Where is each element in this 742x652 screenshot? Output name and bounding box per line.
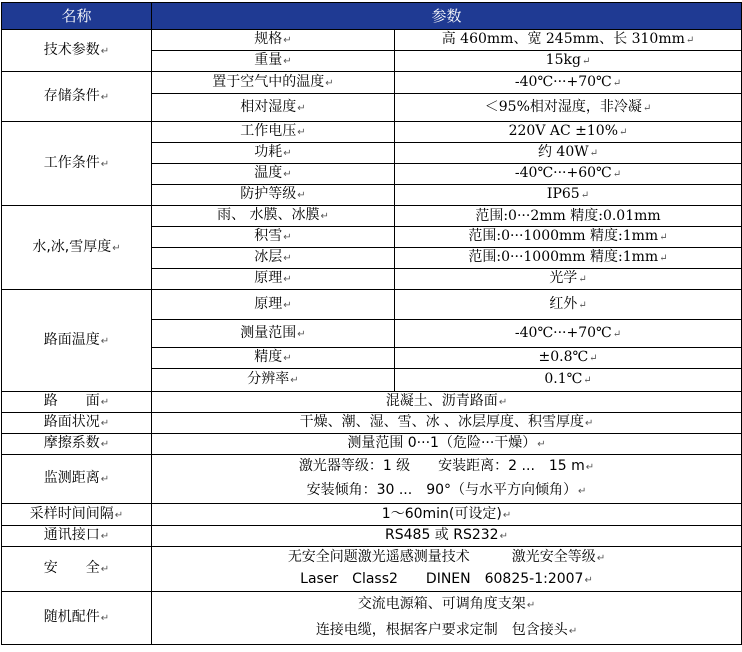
table-row [2,290,742,320]
table-row [2,206,742,227]
category-road: 路 面↵ [2,392,152,413]
category-water: 水,冰,雪厚度↵ [2,206,152,290]
table-row [2,30,742,51]
table-row [2,504,742,526]
row-label: 雨、 水膜、冰膜↵ [152,206,395,227]
row-value: 高 460mm、宽 245mm、长 310mm↵ [395,30,742,51]
row-label: 原理↵ [152,290,395,320]
row-value: 15kg↵ [395,51,742,72]
row-value: 混凝土、沥青路面↵ [152,392,742,413]
row-value: 交流电源箱、可调角度支架↵ 连接电缆，根据客户要求定制 包含接头↵ [152,592,742,645]
table-row [2,455,742,504]
row-label: 重量↵ [152,51,395,72]
row-value: 范围:0···2mm 精度:0.01mm [395,206,742,227]
category-accessories: 随机配件↵ [2,592,152,645]
row-value: 范围:0···1000mm 精度:1mm↵ [395,248,742,269]
row-label: 工作电压↵ [152,122,395,143]
row-value: 约 40W↵ [395,143,742,164]
row-label: 积雪↵ [152,227,395,248]
row-label: 分辨率↵ [152,369,395,392]
category-interval: 采样时间间隔↵ [2,504,152,526]
header-param: 参数 [152,3,742,30]
category-tech: 技术参数↵ [2,30,152,72]
table-row [2,547,742,592]
row-value: 光学↵ [395,269,742,290]
row-label: 功耗↵ [152,143,395,164]
category-road-state: 路面状况↵ [2,413,152,434]
category-friction: 摩擦系数↵ [2,434,152,455]
table-row [2,434,742,455]
row-value: 无安全问题激光遥感测量技术 激光安全等级↵ Laser Class2 DINEN 60825-1:2007↵ [152,547,742,592]
table-row [2,72,742,94]
row-value: 激光器等级：1 级 安装距离：2 ... 15 m↵ 安装倾角：30 ... 90°（与水平方向倾角）↵ [152,455,742,504]
category-safety: 安 全↵ [2,547,152,592]
row-value: 220V AC ±10%↵ [395,122,742,143]
table-row [2,526,742,547]
row-value: IP65↵ [395,185,742,206]
row-label: 精度↵ [152,348,395,369]
row-label: 测量范围↵ [152,320,395,348]
table-row [2,122,742,143]
row-label: 规格↵ [152,30,395,51]
row-value: 1～60min(可设定)↵ [152,504,742,526]
header-name: 名称 [2,3,152,30]
category-road-temp: 路面温度↵ [2,290,152,392]
row-value: ±0.8℃↵ [395,348,742,369]
header-row [2,3,742,30]
spec-table [1,2,742,645]
row-value: 范围:0···1000mm 精度:1mm↵ [395,227,742,248]
category-comm: 通讯接口↵ [2,526,152,547]
table-row [2,413,742,434]
category-work: 工作条件↵ [2,122,152,206]
row-value: 0.1℃↵ [395,369,742,392]
table-row [2,392,742,413]
row-label: 防护等级↵ [152,185,395,206]
row-label: 冰层↵ [152,248,395,269]
row-value: -40℃···+60℃↵ [395,164,742,185]
table-row [2,592,742,645]
row-value: RS485 或 RS232↵ [152,526,742,547]
row-label: 温度↵ [152,164,395,185]
category-storage: 存储条件↵ [2,72,152,122]
category-distance: 监测距离↵ [2,455,152,504]
row-value: 测量范围 0···1（危险···干燥）↵ [152,434,742,455]
row-value: -40℃···+70℃↵ [395,320,742,348]
row-label: 原理↵ [152,269,395,290]
row-value: 红外↵ [395,290,742,320]
row-value: -40℃···+70℃↵ [395,72,742,94]
row-label: 相对湿度↵ [152,94,395,122]
row-label: 置于空气中的温度↵ [152,72,395,94]
row-value: 干燥、潮、湿、雪、冰 、冰层厚度、积雪厚度↵ [152,413,742,434]
row-value: ＜95%相对湿度，非冷凝↵ [395,94,742,122]
